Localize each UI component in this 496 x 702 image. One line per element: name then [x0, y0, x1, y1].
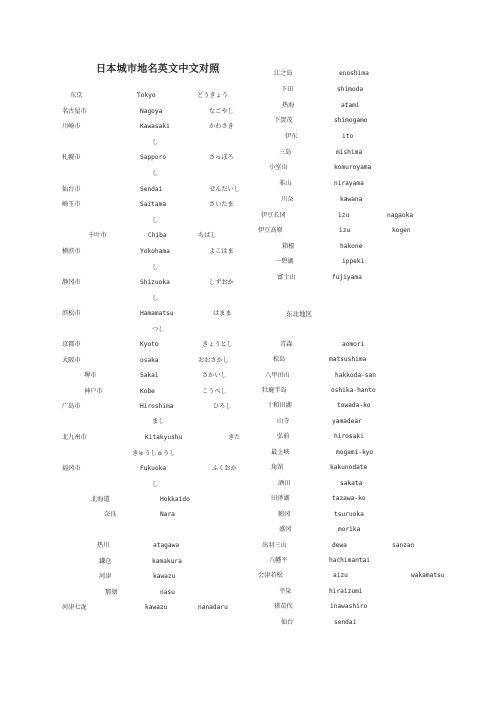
city-name-en: Chiba	[148, 232, 167, 239]
city-name-zh: 热川	[97, 542, 110, 549]
city-name-kana: どうきょう	[197, 92, 228, 99]
city-name-kana: せんだいし	[209, 186, 240, 193]
document-title: 日本城市地名英文中文对照	[96, 64, 220, 75]
city-name-zh: 静冈市	[62, 279, 81, 286]
city-name-kana: かわさき	[209, 123, 234, 130]
place-name-zh: 伊豆高原	[258, 227, 283, 234]
place-name-zh: 下贺茂	[274, 117, 293, 124]
tohoku-place-en: hachimantai	[329, 557, 370, 564]
tohoku-place-en: morika	[338, 526, 361, 533]
city-name-kana: nanadaru	[198, 604, 228, 611]
tohoku-place-zh: 酒田	[278, 480, 291, 487]
city-name-en: Sendai	[140, 186, 163, 193]
city-name-en: atagawa	[153, 542, 180, 549]
city-name-zh: 札幌市	[62, 154, 81, 161]
city-name-en: Nagoya	[140, 108, 163, 115]
city-name-zh: 奈良	[104, 511, 117, 518]
city-name-zh: 那须	[105, 589, 118, 596]
city-name-en: Kyoto	[140, 341, 159, 348]
tohoku-place-zh: 盛冈	[279, 526, 292, 533]
place-name-en-suffix: nagaoka	[387, 212, 414, 219]
tohoku-place-zh: 出羽三山	[262, 542, 287, 549]
city-name-zh: 川崎市	[62, 123, 81, 130]
place-name-zh: 热海	[282, 102, 295, 109]
city-name-kana: よこはま	[209, 248, 234, 255]
tohoku-place-zh: 猪苗代	[274, 603, 293, 610]
section-heading-tohoku: 东北地区	[286, 310, 312, 318]
city-name-zh: 堺市	[84, 372, 97, 379]
tohoku-place-en: sakata	[340, 480, 363, 487]
city-name-kana: ひろし	[213, 403, 232, 410]
city-name-en: kamakura	[152, 558, 182, 565]
city-name-kana: こうべし	[202, 388, 227, 395]
city-name-zh: 福冈市	[62, 465, 81, 472]
tohoku-place-en: matsushima	[329, 356, 367, 363]
city-name-zh: 鎌仓	[99, 558, 112, 565]
city-name-kana: なごやし	[209, 108, 234, 115]
tohoku-place-en: aomori	[342, 341, 365, 348]
city-name-en: きゅうしゅうし	[132, 450, 176, 457]
place-name-zh: 富士山	[277, 274, 296, 281]
place-name-en: izu	[339, 227, 351, 234]
city-name-zh: 名古屋市	[62, 108, 87, 115]
place-name-en: shimogamo	[334, 117, 368, 124]
city-name-kana: しずおか	[209, 279, 234, 286]
place-name-en: shimoda	[337, 86, 364, 93]
city-name-en: し	[152, 170, 159, 177]
city-name-en: osaka	[140, 357, 159, 364]
city-name-en: し	[152, 217, 159, 224]
city-name-zh: 河津七泷	[62, 604, 87, 611]
place-name-en: fujiyama	[332, 274, 362, 281]
place-name-en: enoshima	[339, 70, 369, 77]
tohoku-place-en: hirosaki	[334, 433, 364, 440]
tohoku-place-zh: 牡鹿半岛	[262, 387, 287, 394]
city-name-kana: ふくおか	[212, 465, 237, 472]
tohoku-place-en-suffix: sanzan	[392, 542, 415, 549]
city-name-en: Tokyo	[137, 92, 156, 99]
city-name-en: Hiroshima	[140, 403, 174, 410]
place-name-en: komuroyama	[334, 164, 372, 171]
place-name-en: nirayama	[334, 180, 364, 187]
city-name-en: Shizuoka	[140, 279, 170, 286]
city-name-zh: 东京	[70, 92, 83, 99]
place-name-zh: 一碧湖	[275, 258, 294, 265]
city-name-en: Sakai	[140, 372, 159, 379]
tohoku-place-en: tazawa-ko	[332, 495, 366, 502]
place-name-zh: 伊豆长冈	[261, 212, 286, 219]
tohoku-place-en: kakunodate	[330, 464, 368, 471]
tohoku-place-en: hakkoda-san	[335, 372, 376, 379]
tohoku-place-zh: 青森	[280, 341, 293, 348]
place-name-zh: 下田	[281, 86, 294, 93]
city-name-en: kawazu	[145, 604, 168, 611]
city-name-en: し	[152, 264, 159, 271]
place-name-zh: 三岛	[279, 149, 292, 156]
tohoku-place-zh: 松岛	[273, 356, 286, 363]
tohoku-place-en: oshika-hanto	[331, 387, 376, 394]
place-name-en: hakone	[340, 243, 363, 250]
tohoku-place-zh: 平泉	[279, 588, 292, 595]
city-name-zh: 北九州市	[62, 434, 87, 441]
city-name-en: Kitakyushu	[145, 434, 183, 441]
city-name-en: Kawasaki	[140, 123, 170, 130]
city-name-en: kawazu	[153, 573, 176, 580]
tohoku-place-en: aizu	[333, 572, 348, 579]
place-name-en-suffix: kogen	[392, 227, 411, 234]
place-name-zh: 箱根	[282, 243, 295, 250]
city-name-en: つし	[152, 326, 165, 333]
place-name-en: kawana	[340, 196, 363, 203]
city-name-zh: 千叶市	[88, 232, 107, 239]
place-name-zh: 川奈	[281, 196, 294, 203]
tohoku-place-zh: 角馆	[271, 464, 284, 471]
city-name-kana: さっぽろ	[209, 154, 234, 161]
city-name-zh: 大阪市	[62, 357, 81, 364]
tohoku-place-en: mogami-kyo	[336, 449, 374, 456]
tohoku-place-en: inawashiro	[330, 603, 368, 610]
tohoku-place-en: hiraizumi	[329, 588, 363, 595]
city-name-zh: 河津	[99, 573, 112, 580]
tohoku-place-en: towada-ko	[337, 402, 371, 409]
tohoku-place-zh: 最上峡	[271, 449, 290, 456]
city-name-kana: はまま	[213, 310, 232, 317]
city-name-en: nasu	[160, 589, 175, 596]
tohoku-place-zh: 田泽湖	[271, 495, 290, 502]
tohoku-place-zh: 会津若松	[258, 572, 283, 579]
tohoku-place-en: sendai	[334, 619, 357, 626]
tohoku-place-zh: 山寺	[277, 418, 290, 425]
tohoku-place-zh: 仙台	[281, 619, 294, 626]
tohoku-place-zh: 八甲田山	[265, 372, 290, 379]
city-name-kana: さいたま	[209, 201, 234, 208]
city-name-en: Sapporo	[140, 154, 167, 161]
place-name-en: ito	[342, 133, 354, 140]
city-name-zh: 横滨市	[62, 248, 81, 255]
city-name-zh: 广岛市	[62, 403, 81, 410]
tohoku-place-zh: 弘前	[277, 433, 290, 440]
place-name-en: atami	[341, 102, 360, 109]
tohoku-place-en: dewa	[332, 542, 347, 549]
tohoku-place-zh: 十和田湖	[267, 402, 292, 409]
city-name-en: Yokohama	[140, 248, 170, 255]
city-name-kana: さかいし	[202, 372, 227, 379]
city-name-en: Nara	[160, 511, 175, 518]
city-name-en: Saitama	[140, 201, 167, 208]
place-name-en: ippeki	[342, 258, 365, 265]
city-name-en: まし	[152, 418, 165, 425]
city-name-zh: 仙台市	[62, 186, 81, 193]
city-name-en: Hokkaido	[160, 496, 190, 503]
place-name-zh: 江之岛	[274, 70, 293, 77]
city-name-zh: 滨松市	[62, 310, 81, 317]
tohoku-place-zh: 鹤冈	[278, 511, 291, 518]
city-name-zh: 神户市	[84, 388, 103, 395]
city-name-zh: 崎玉市	[62, 201, 81, 208]
city-name-en: Fukuoka	[140, 465, 167, 472]
city-name-en: Kobe	[140, 388, 155, 395]
tohoku-place-zh: 八幡平	[269, 557, 288, 564]
tohoku-place-en-suffix: wakamatsu	[411, 572, 445, 579]
city-name-kana: きょうとし	[202, 341, 233, 348]
city-name-kana: ちばし	[198, 232, 217, 239]
place-name-en: mishima	[336, 149, 363, 156]
place-name-en: izu	[338, 212, 350, 219]
city-name-zh: 京都市	[62, 341, 81, 348]
tohoku-place-en: yamadear	[332, 418, 362, 425]
place-name-zh: 伊东	[285, 133, 298, 140]
city-name-en: し	[152, 481, 159, 488]
city-name-kana: きた	[228, 434, 241, 441]
place-name-zh: 韭山	[279, 180, 292, 187]
city-name-kana: おおさかし	[198, 357, 229, 364]
city-name-zh: 北海道	[91, 496, 110, 503]
tohoku-place-en: tsuruoka	[334, 511, 364, 518]
place-name-zh: 小室山	[269, 164, 288, 171]
city-name-en: し	[152, 295, 159, 302]
city-name-en: Hamamatsu	[140, 310, 174, 317]
city-name-en: し	[152, 139, 159, 146]
